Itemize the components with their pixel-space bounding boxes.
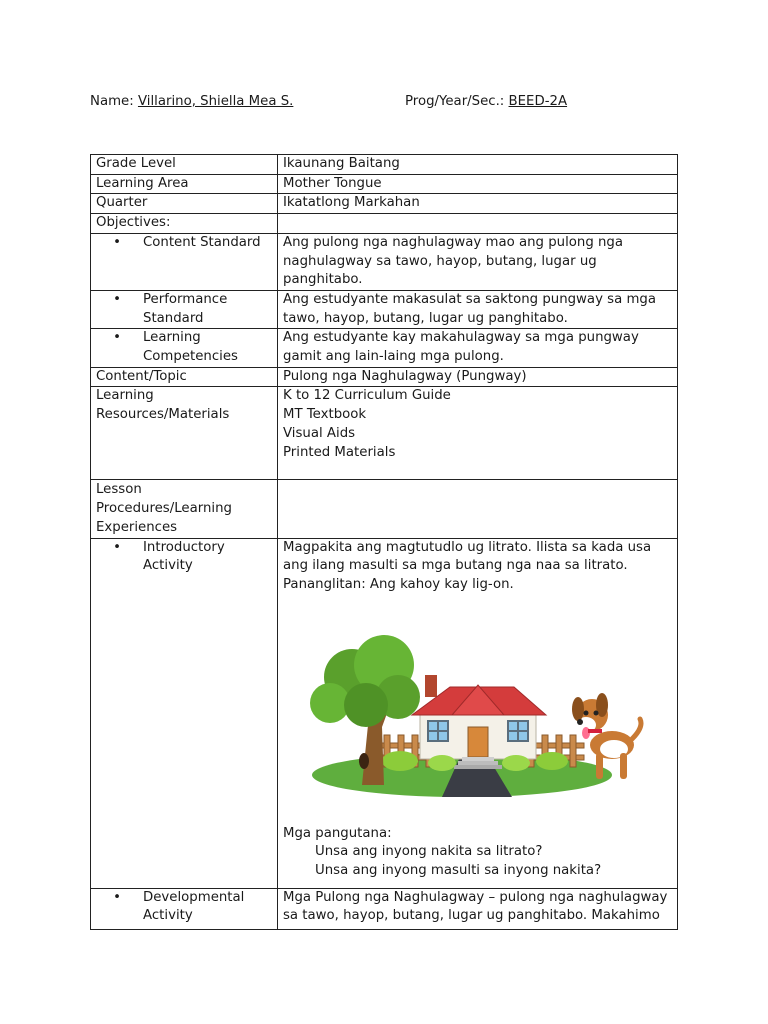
header xyxy=(90,94,678,114)
resource-item: K to 12 Curriculum Guide xyxy=(283,388,451,404)
learning-competencies-cell xyxy=(91,329,278,367)
grade-level-value: Ikaunang Baitang xyxy=(278,155,678,175)
procedures-label: Lesson Procedures/Learning Experiences xyxy=(91,480,278,538)
row-learning-area xyxy=(91,174,678,194)
program-year-section xyxy=(405,94,567,109)
introductory-label: Introductory Activity xyxy=(143,539,225,574)
name-value: Villarino, Shiella Mea S. xyxy=(137,94,294,109)
resource-item: MT Textbook xyxy=(283,407,367,423)
question-item: Unsa ang inyong nakita sa litrato? xyxy=(315,844,543,860)
quarter-label: Quarter xyxy=(91,194,278,214)
procedures-value xyxy=(278,480,678,538)
row-introductory xyxy=(91,538,678,888)
bullet: • xyxy=(113,539,121,555)
resource-item: Visual Aids xyxy=(283,425,356,441)
learning-competencies-label: Learning Competencies xyxy=(143,330,238,365)
question-item: Unsa ang inyong masulti sa inyong nakita? xyxy=(315,863,602,879)
row-objectives xyxy=(91,214,678,234)
learning-competencies-value: Ang estudyante kay makahulagway sa mga pungway gamit ang lain-laing mga pulong. xyxy=(278,329,678,367)
row-content-topic xyxy=(91,367,678,387)
row-performance-standard xyxy=(91,290,678,328)
introductory-value xyxy=(278,538,678,888)
bullet: • xyxy=(113,291,121,307)
prog-label: Prog/Year/Sec.: xyxy=(405,94,505,109)
introductory-cell xyxy=(91,538,278,888)
introductory-example: Pananglitan: Ang kahoy kay lig-on. xyxy=(283,576,514,592)
resource-item: Printed Materials xyxy=(283,444,396,460)
performance-standard-cell xyxy=(91,290,278,328)
performance-standard-value: Ang estudyante makasulat sa saktong pungway sa mga tawo, hayop, butang, lugar ug panghitabo. xyxy=(278,290,678,328)
developmental-cell xyxy=(91,888,278,929)
name-label: Name: xyxy=(90,94,134,109)
content-standard-value: Ang pulong nga naghulagway mao ang pulong nga naghulagway sa tawo, hayop, butang, lugar ug panghitabo. xyxy=(278,233,678,290)
row-procedures xyxy=(91,480,678,538)
content-standard-cell xyxy=(91,233,278,290)
developmental-label: Developmental Activity xyxy=(143,889,245,924)
resources-value xyxy=(278,387,678,480)
content-standard-label: Content Standard xyxy=(143,234,261,250)
row-content-standard xyxy=(91,233,678,290)
lesson-plan-table xyxy=(90,154,678,930)
learning-area-label: Learning Area xyxy=(91,174,278,194)
row-resources xyxy=(91,387,678,480)
objectives-value xyxy=(278,214,678,234)
row-learning-competencies xyxy=(91,329,678,367)
grade-level-label: Grade Level xyxy=(91,155,278,175)
row-grade-level xyxy=(91,155,678,175)
row-quarter xyxy=(91,194,678,214)
objectives-label: Objectives: xyxy=(91,214,278,234)
bullet: • xyxy=(113,889,121,905)
student-name xyxy=(90,94,293,109)
learning-area-value: Mother Tongue xyxy=(278,174,678,194)
content-topic-value: Pulong nga Naghulagway (Pungway) xyxy=(278,367,678,387)
resources-label: Learning Resources/Materials xyxy=(91,387,278,480)
developmental-value: Mga Pulong nga Naghulagway – pulong nga naghulagway sa tawo, hayop, butang, lugar ug panghitabo. Makahimo xyxy=(278,888,678,929)
bullet: • xyxy=(113,330,121,346)
quarter-value: Ikatatlong Markahan xyxy=(278,194,678,214)
performance-standard-label: Performance Standard xyxy=(143,291,228,326)
introductory-text: Magpakita ang magtutudlo ug litrato. Ilista sa kada usa ang ilang masulti sa mga butang nga naa sa litrato. xyxy=(283,539,652,574)
content-topic-label: Content/Topic xyxy=(91,367,278,387)
house-tree-dog-illustration xyxy=(302,635,644,805)
row-developmental xyxy=(91,888,678,929)
bullet: • xyxy=(113,234,121,250)
questions-title: Mga pangutana: xyxy=(283,825,392,841)
prog-value: BEED-2A xyxy=(508,94,568,109)
